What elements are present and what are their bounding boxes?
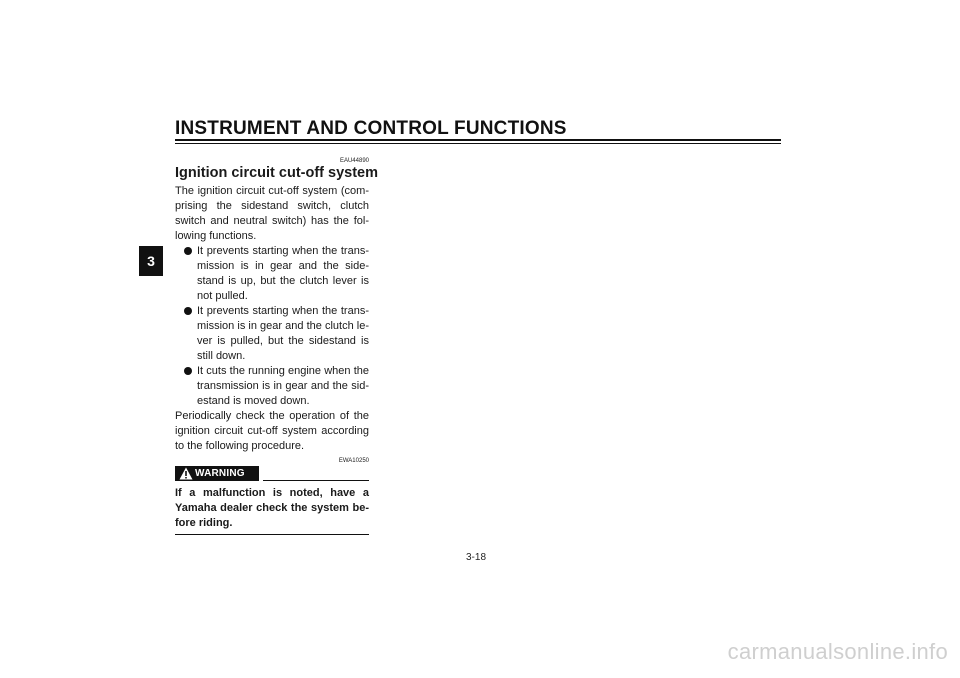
warning-code: EWA10250 — [338, 458, 369, 464]
section-title: Ignition circuit cut-off system — [175, 165, 379, 181]
section-code: EAU44890 — [339, 158, 369, 164]
list-item-text: It prevents starting when the trans-mission is in gear and the clutch le-ver is pulled, but the sidestand is still down. — [197, 305, 369, 362]
list-item — [175, 364, 369, 409]
warning-triangle-icon — [179, 467, 193, 480]
warning-badge — [175, 466, 259, 481]
header-rule — [175, 139, 781, 141]
function-list — [175, 244, 369, 409]
warning-label: WARNING — [195, 468, 245, 479]
warning-rule — [263, 480, 369, 481]
content-column — [175, 157, 379, 535]
warning-bottom-rule — [175, 534, 369, 535]
bullet-dot-icon — [184, 307, 192, 315]
page-header-title: INSTRUMENT AND CONTROL FUNCTIONS — [175, 118, 567, 139]
bullet-dot-icon — [184, 367, 192, 375]
warning-text: If a malfunction is noted, have a Yamaha dealer check the system be-fore riding. — [175, 487, 369, 529]
list-item — [175, 304, 369, 364]
list-item — [175, 244, 369, 304]
list-item-text: It cuts the running engine when the transmission is in gear and the sid-estand is moved down. — [197, 365, 369, 407]
warning-header — [175, 466, 369, 482]
watermark: carmanualsonline.info — [727, 639, 948, 664]
page-number: 3-18 — [466, 552, 487, 563]
bullet-dot-icon — [184, 247, 192, 255]
header-rule-thin — [175, 143, 781, 144]
closing-paragraph: Periodically check the operation of the ignition circuit cut-off system according to the following procedure. — [175, 410, 369, 452]
chapter-tab: 3 — [139, 246, 163, 276]
intro-paragraph: The ignition circuit cut-off system (com-prising the sidestand switch, clutch switch and neutral switch) has the fol-lowing functions. — [175, 185, 369, 242]
list-item-text: It prevents starting when the trans-mission is in gear and the side-stand is up, but the clutch lever is not pulled. — [197, 245, 369, 302]
